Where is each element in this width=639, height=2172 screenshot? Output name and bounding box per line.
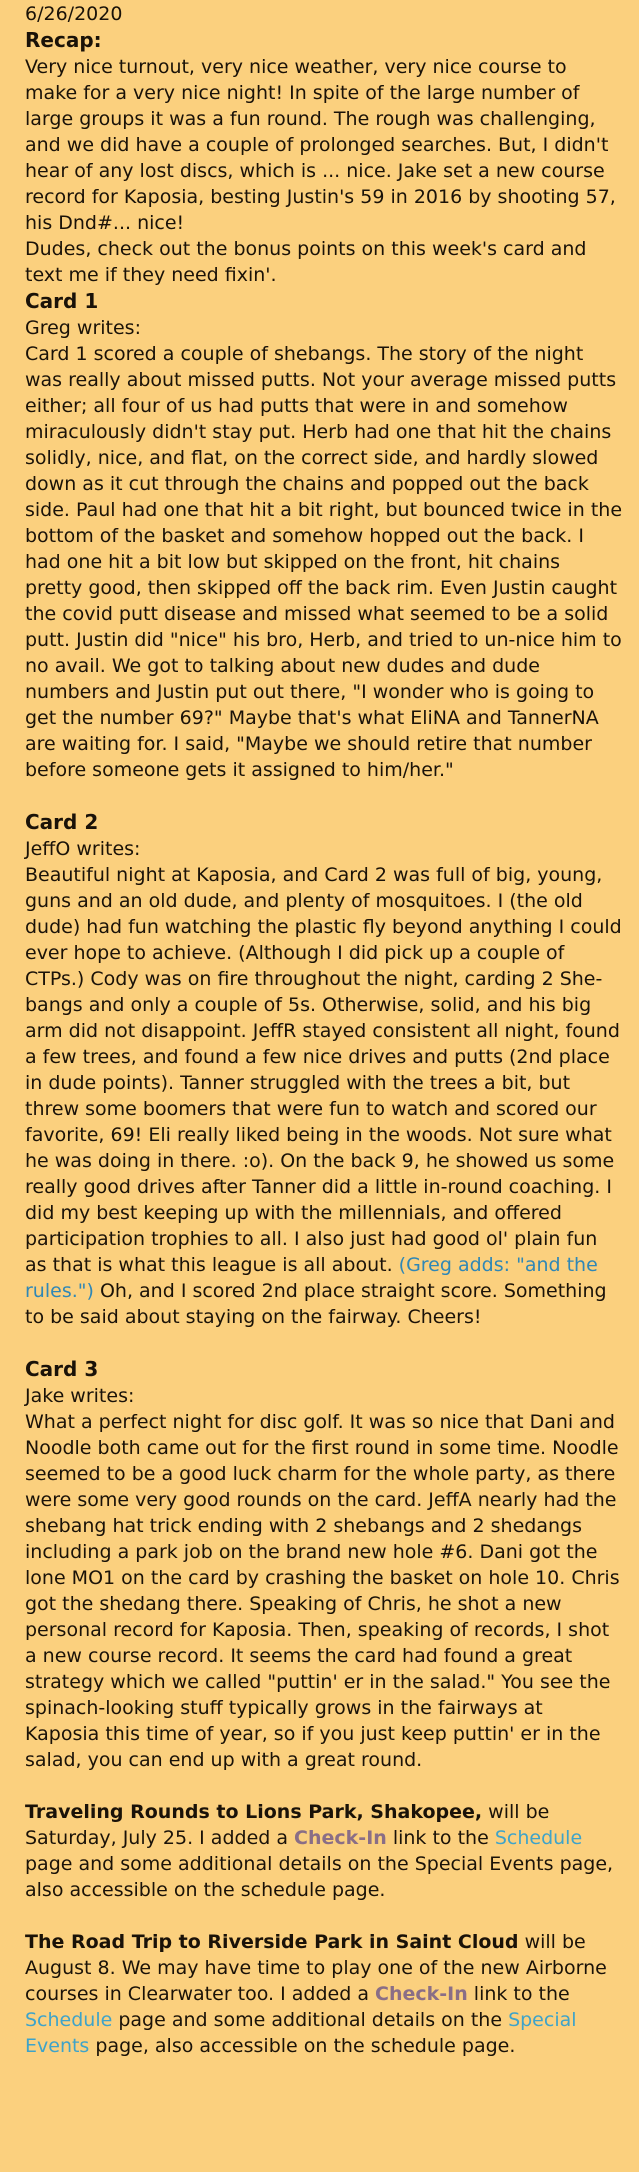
special-events-link[interactable]: Special Events <box>25 2009 577 2057</box>
traveling-text3: page and some additional details on the Special Events page, also accessible on the schedule page. <box>25 1853 614 1901</box>
card2-body <box>25 862 623 1330</box>
newsletter-page <box>0 1 639 2059</box>
traveling-rounds-title: Traveling Rounds to Lions Park, Shakopee, <box>25 1801 483 1823</box>
traveling-rounds-announcement <box>25 1799 623 1903</box>
card2-author: JeffO writes: <box>25 838 141 860</box>
road-trip-schedule-link[interactable]: Schedule <box>25 2009 113 2031</box>
traveling-checkin-link[interactable]: Check-In <box>294 1827 387 1849</box>
road-trip-checkin-link[interactable]: Check-In <box>375 1983 468 2005</box>
card3-author: Jake writes: <box>25 1385 135 1407</box>
spacer <box>25 1903 623 1929</box>
card1-author: Greg writes: <box>25 317 141 339</box>
spacer <box>25 1773 623 1799</box>
recap-heading: Recap: <box>25 28 102 52</box>
card1-heading: Card 1 <box>25 289 99 313</box>
traveling-text2: link to the <box>386 1827 495 1849</box>
road-trip-text1: will be August 8. We may have time to play one of the new Airborne courses in Clearwater too. I added a <box>25 1931 607 2005</box>
spacer <box>25 1330 623 1356</box>
post-date: 6/26/2020 <box>25 3 123 25</box>
spacer <box>25 783 623 809</box>
recap-bonus-note: Dudes, check out the bonus points on this week's card and text me if they need fixin'. <box>25 238 587 286</box>
card2-body-part1: Beautiful night at Kaposia, and Card 2 was full of big, young, guns and an old dude, and plenty of mosquitoes. I (the old dude) had fun watching the plastic fly beyond anything I could ever hope to achieve. (Although I did pick up a couple of CTPs.) Cody was on fire throughout the night, carding 2 She-bangs and only a couple of 5s. Otherwise, solid, and his big arm did not disappoint. JeffR stayed consistent all night, found a few trees, and found a few nice drives and putts (2nd place in dude points). Tanner struggled with the trees a bit, but threw some boomers that were fun to watch and scored our favorite, 69! Eli really liked being in the woods. Not sure what he was doing in there. :o). On the back 9, he showed us some really good drives after Tanner did a little in-round coaching. I did my best keeping up with the millennials, and offered participation trophies to all. I also just had good ol' plain fun as that is what this league is all about. <box>25 864 622 1276</box>
road-trip-text3: page and some additional details on the <box>112 2009 509 2031</box>
traveling-schedule-link[interactable]: Schedule <box>494 1827 583 1849</box>
greg-note: (Greg adds: "and the rules.") <box>25 1254 598 1302</box>
road-trip-text4: page, also accessible on the schedule page. <box>89 2035 516 2057</box>
road-trip-title: The Road Trip to Riverside Park in Saint Cloud <box>25 1931 519 1953</box>
card3-heading: Card 3 <box>25 1357 99 1381</box>
road-trip-text2: link to the <box>467 1983 570 2005</box>
road-trip-announcement <box>25 1929 623 2059</box>
card1-body: Card 1 scored a couple of shebangs. The story of the night was really about missed putts. Not your average missed putts either; all four of us had putts that were in and somehow miraculously didn't stay put. Herb had one that hit the chains solidly, nice, and flat, on the correct side, and hardly slowed down as it cut through the chains and popped out the back side. Paul had one that hit a bit right, but bounced twice in the bottom of the basket and somehow hopped out the back. I had one hit a bit low but skipped on the front, hit chains pretty good, then skipped off the back rim. Even Justin caught the covid putt disease and missed what seemed to be a solid putt. Justin did "nice" his bro, Herb, and tried to un-nice him to no avail. We got to talking about new dudes and dude numbers and Justin put out there, "I wonder who is going to get the number 69?" Maybe that's what EliNA and TannerNA are waiting for. I said, "Maybe we should retire that number before someone gets it assigned to him/her." <box>25 343 623 781</box>
card3-body: What a perfect night for disc golf. It was so nice that Dani and Noodle both came out for the first round in some time. Noodle seemed to be a good luck charm for the whole party, as there were some very good rounds on the card. JeffA nearly had the shebang hat trick ending with 2 shebangs and 2 shedangs including a park job on the brand new hole #6. Dani got the lone MO1 on the card by crashing the basket on hole 10. Chris got the shedang there. Speaking of Chris, he shot a new personal record for Kaposia. Then, speaking of records, I shot a new course record. It seems the card had found a great strategy which we called "puttin' er in the salad." You see the spinach-looking stuff typically grows in the fairways at Kaposia this time of year, so if you just keep puttin' er in the salad, you can end up with a great round. <box>25 1411 620 1771</box>
recap-paragraph: Very nice turnout, very nice weather, very nice course to make for a very nice night! In spite of the large number of large groups it was a fun round. The rough was challenging, and we did have a couple of prolonged searches. But, I didn't hear of any lost discs, which is ... nice. Jake set a new course record for Kaposia, besting Justin's 59 in 2016 by shooting 57, his Dnd#... nice! <box>25 56 616 234</box>
traveling-text1: will be Saturday, July 25. I added a <box>25 1801 550 1849</box>
card2-body-part2: Oh, and I scored 2nd place straight score. Something to be said about staying on the fairway. Cheers! <box>25 1280 607 1328</box>
card2-heading: Card 2 <box>25 810 99 834</box>
